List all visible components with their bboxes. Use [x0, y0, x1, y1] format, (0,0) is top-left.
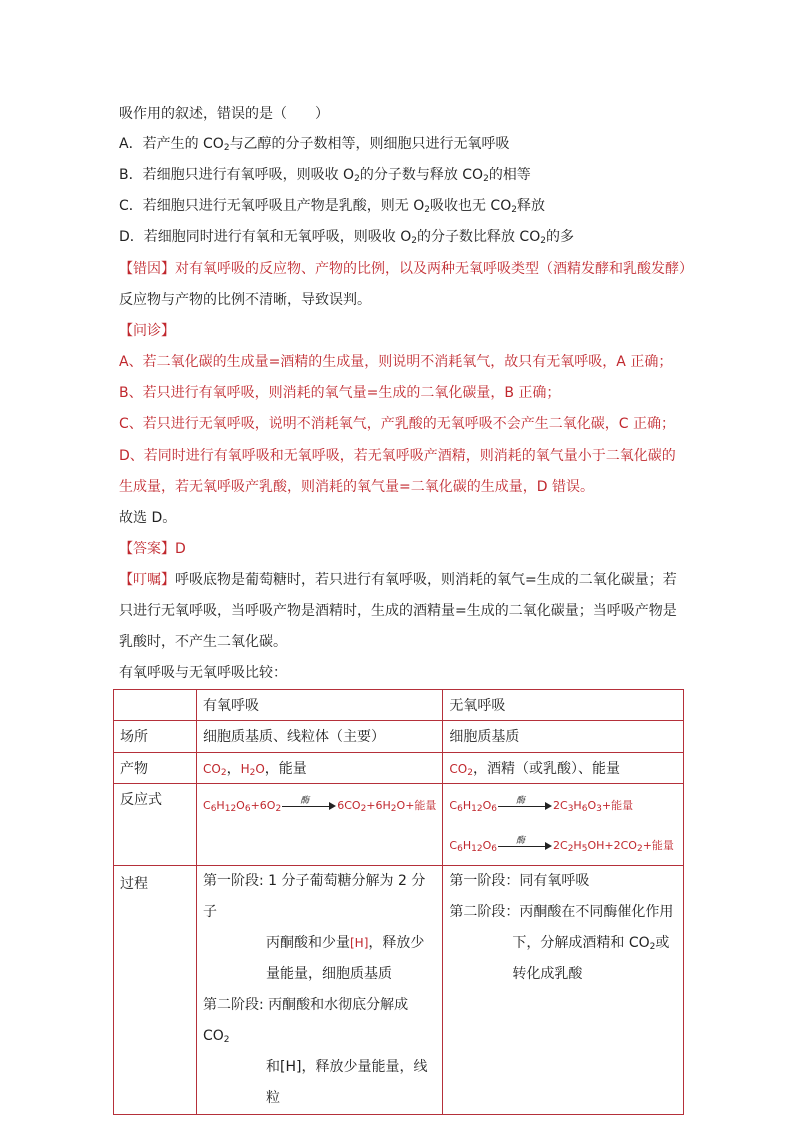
option-a [119, 134, 510, 154]
subscript: 2 [411, 236, 417, 246]
equation-lhs: $C_6H_{12}O_6+6O_2$ [203, 799, 282, 814]
h2o-text: H [240, 762, 250, 776]
separator: ， [226, 761, 241, 777]
aerobic-stage-1-cont [203, 928, 436, 959]
process-aerobic [197, 866, 443, 1115]
table-cell-blank [114, 690, 197, 721]
table-row-equation [114, 784, 684, 866]
diagnosis-d-2: 生成量，若无氧呼吸产乳酸，则消耗的氧气量=二氧化碳的生成量，D 错误。 [119, 479, 594, 495]
subscript: 2 [354, 174, 360, 184]
stage-text: ，释放少 [368, 935, 425, 951]
option-a-label: A． [119, 136, 143, 152]
site-aerobic: 细胞质基质、线粒体（主要） [197, 721, 443, 753]
products-aerobic [197, 753, 443, 784]
stage-text: 丙酮酸和水彻底分解成 CO [203, 997, 409, 1044]
reaction-arrow-icon [498, 796, 552, 813]
question-stem: 吸作用的叙述，错误的是（ ） [119, 106, 329, 122]
option-d-text-3: 的多 [545, 229, 574, 245]
subscript: 2 [511, 205, 517, 215]
option-b-text-2: 的分子数与释放 CO [359, 167, 484, 183]
products-label: 产物 [114, 753, 197, 784]
stage-text: 1 分子葡萄糖分解为 2 分子 [203, 873, 426, 920]
stage-text: 下，分解成酒精和 CO [512, 935, 650, 951]
enzyme-label: 酶 [516, 836, 526, 846]
co2-text: CO [449, 762, 468, 776]
table-row-products [114, 753, 684, 784]
option-c-label: C． [119, 198, 143, 214]
stage-text: 或 [655, 935, 670, 951]
diagnosis-tag: 【问诊】 [119, 323, 175, 339]
table-header-row [114, 690, 684, 721]
option-d-text: 若细胞同时进行有氧和无氧呼吸，则吸收 O [143, 229, 412, 245]
products-tail: ，能量 [264, 761, 307, 777]
anaerobic-stage-1 [449, 866, 677, 897]
equation-label: 反应式 [114, 784, 197, 866]
reaction-arrow-icon [282, 796, 336, 813]
option-c-text-3: 释放 [516, 198, 545, 214]
option-b [119, 165, 531, 185]
process-label: 过程 [114, 866, 197, 1115]
reminder-tag: 【叮嘱】 [119, 572, 175, 588]
diagnosis-d-1: D、若同时进行有氧呼吸和无氧呼吸，若无氧呼吸产酒精，则消耗的氧气量小于二氧化碳的 [119, 448, 676, 464]
answer-line [119, 539, 186, 559]
reminder-line-1 [119, 570, 677, 590]
subscript: 2 [223, 143, 230, 153]
subscript: 2 [649, 942, 656, 952]
table-row-process [114, 866, 684, 1115]
equation-lhs: $C_6H_{12}O_6$ [449, 839, 497, 854]
option-c [119, 196, 545, 216]
diagnosis-c: C、若只进行无氧呼吸，说明不消耗氧气，产乳酸的无氧呼吸不会产生二氧化碳，C 正确； [119, 416, 675, 432]
reminder-line-3: 乳酸时，不产生二氧化碳。 [119, 634, 287, 650]
h2o-text-end: O [255, 762, 265, 776]
reaction-arrow-icon [498, 836, 552, 853]
co2-text: CO [203, 762, 221, 776]
anaerobic-equation-alcohol [449, 836, 677, 856]
aerobic-stage-2-cont [203, 1052, 436, 1114]
answer-value: D [175, 541, 186, 557]
option-d [119, 227, 574, 247]
error-cause-tag: 【错因】 [119, 261, 175, 277]
diagnosis-b: B、若只进行有氧呼吸，则消耗的氧气量=生成的二氧化碳量，B 正确； [119, 385, 561, 401]
error-cause-line-1 [119, 259, 693, 279]
comparison-table [113, 689, 684, 1115]
stage-label: 第二阶段: [203, 997, 269, 1013]
option-b-label: B． [119, 167, 143, 183]
anaerobic-stage-2 [449, 897, 677, 928]
table-row-site [114, 721, 684, 753]
diagnosis-a: A、若二氧化碳的生成量=酒精的生成量，则说明不消耗氧气，故只有无氧呼吸，A 正确； [119, 354, 673, 370]
h-text: 和[H] [266, 1059, 302, 1075]
subscript: 2 [483, 174, 489, 184]
option-b-text-3: 的相等 [488, 167, 531, 183]
stage-label: 第二阶段： [449, 904, 520, 920]
aerobic-stage-1-cont-2: 量能量，细胞质基质 [266, 966, 392, 982]
equation-aerobic [197, 784, 443, 866]
subscript: 2 [223, 1035, 230, 1045]
error-cause-line-2: 反应物与产物的比例不清晰，导致误判。 [119, 292, 371, 308]
stage-label: 第一阶段: [203, 873, 269, 889]
stage-text: ，释放少量能量，线粒 [266, 1059, 428, 1106]
aerobic-equation [203, 796, 436, 816]
subscript: 2 [220, 768, 227, 778]
stage-label: 第一阶段： [449, 873, 520, 889]
anaerobic-stage-2-cont-2: 转化成乳酸 [512, 966, 583, 982]
subscript: 2 [540, 236, 546, 246]
aerobic-stage-1 [203, 866, 436, 928]
stage-text: 同有氧呼吸 [519, 873, 590, 889]
equation-lhs: $C_6H_{12}O_6$ [449, 799, 497, 814]
subscript: 2 [424, 205, 430, 215]
anaerobic-stage-2-cont [449, 928, 677, 959]
option-a-text-2: 与乙醇的分子数相等，则细胞只进行无氧呼吸 [229, 136, 510, 152]
equation-rhs: $2C_2H_5OH+2CO_2+$能量 [553, 839, 674, 854]
site-label: 场所 [114, 721, 197, 753]
option-d-text-2: 的分子数比释放 CO [416, 229, 541, 245]
option-c-text: 若细胞只进行无氧呼吸且产物是乳酸，则无 O [142, 198, 425, 214]
reminder-text-1: 呼吸底物是葡萄糖时，若只进行有氧呼吸，则消耗的氧气=生成的二氧化碳量；若 [175, 572, 677, 588]
process-anaerobic [443, 866, 684, 1115]
enzyme-label: 酶 [516, 796, 526, 806]
stage-text: 丙酮酸在不同酶催化作用 [519, 904, 674, 920]
subscript: 2 [467, 768, 473, 778]
reminder-line-2: 只进行无氧呼吸，当呼吸产物是酒精时，生成的酒精量=生成的二氧化碳量；当呼吸产物是 [119, 603, 677, 619]
anaerobic-equation-lactic [449, 796, 677, 816]
equation-rhs: $6CO_2+6H_2O+$能量 [337, 799, 437, 814]
option-b-text: 若细胞只进行有氧呼吸，则吸收 O [142, 167, 355, 183]
equation-anaerobic [443, 784, 684, 866]
answer-tag: 【答案】 [119, 541, 175, 557]
products-anaerobic [443, 753, 684, 784]
enzyme-label: 酶 [300, 796, 310, 806]
site-anaerobic: 细胞质基质 [443, 721, 684, 753]
table-header-anaerobic: 无氧呼吸 [443, 690, 684, 721]
diagnosis-conclusion: 故选 D。 [119, 510, 177, 526]
aerobic-stage-2 [203, 990, 436, 1052]
error-cause-text: 对有氧呼吸的反应物、产物的比例，以及两种无氧呼吸类型（酒精发酵和乳酸发酵） [175, 261, 693, 277]
products-tail: ，酒精（或乳酸）、能量 [472, 761, 620, 777]
option-d-label: D． [119, 229, 144, 245]
h-text: [H] [350, 936, 369, 950]
option-c-text-2: 吸收也无 CO [429, 198, 512, 214]
subscript: 2 [249, 768, 256, 778]
equation-rhs: $2C_3H_6O_3+$能量 [553, 799, 634, 814]
option-a-text: 若产生的 CO [142, 136, 224, 152]
compare-title: 有氧呼吸与无氧呼吸比较： [119, 665, 287, 681]
stage-text: 丙酮酸和少量 [266, 935, 350, 951]
table-header-aerobic: 有氧呼吸 [197, 690, 443, 721]
